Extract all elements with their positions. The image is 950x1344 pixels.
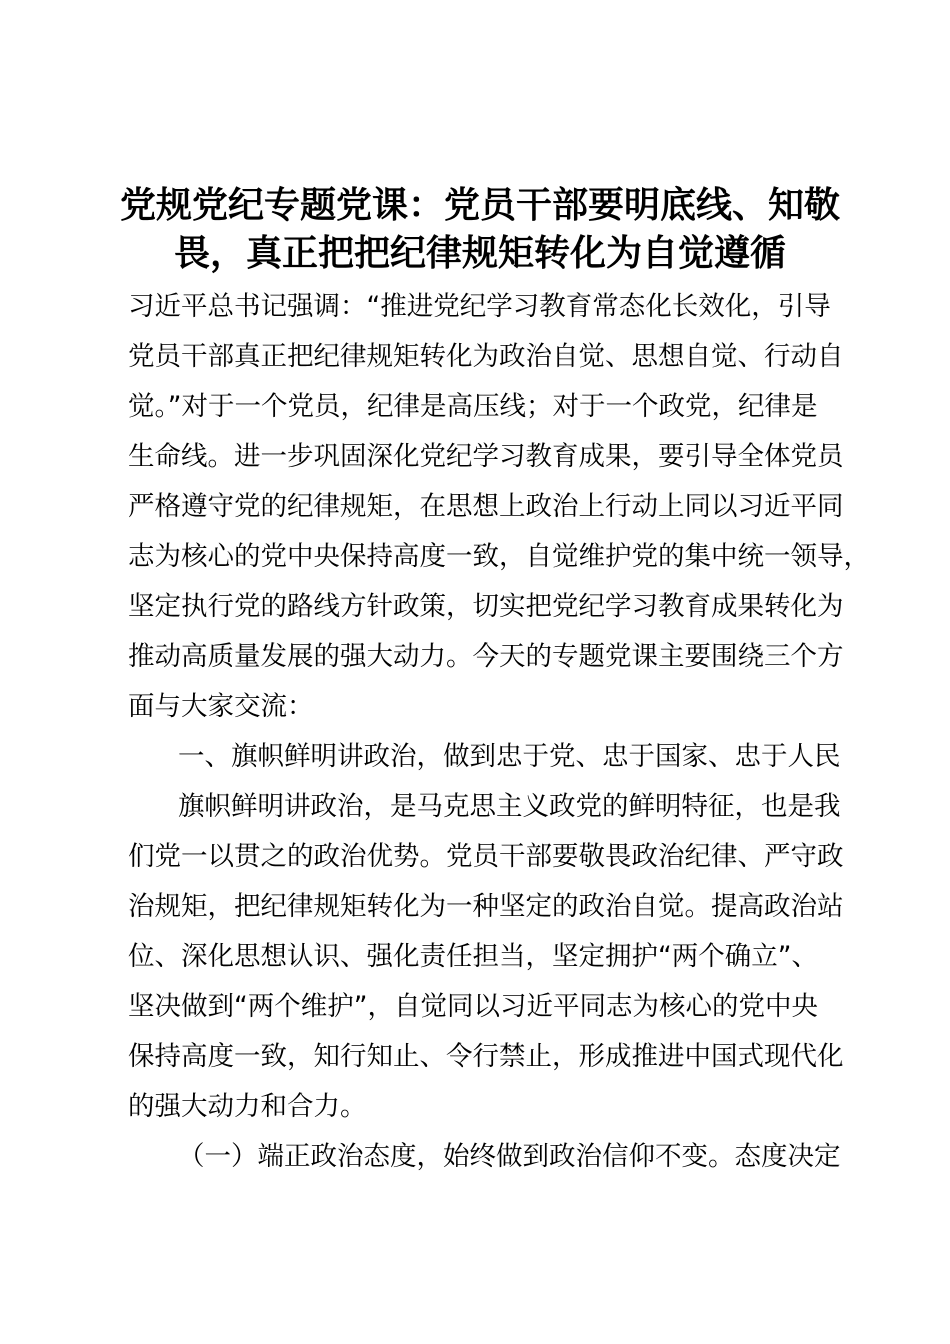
subheading-1: （一）端正政治态度，始终做到政治信仰不变。态度决定 — [178, 1141, 841, 1172]
title-line: 畏，真正把把纪律规矩转化为自觉遵循 — [173, 233, 786, 274]
intro-line: 志为核心的党中央保持高度一致，自觉维护党的集中统一领导， — [128, 541, 870, 572]
intro-line: 觉。”对于一个党员，纪律是高压线；对于一个政党，纪律是 — [128, 391, 818, 422]
section-1-line: 坚决做到“两个维护”，自觉同以习近平同志为核心的党中央 — [128, 991, 818, 1022]
section-1-line: 位、深化思想认识、强化责任担当，坚定拥护“两个确立”、 — [128, 941, 818, 972]
intro-line: 推动高质量发展的强大动力。今天的专题党课主要围绕三个方 — [128, 641, 844, 672]
section-1-line: 们党一以贯之的政治优势。党员干部要敬畏政治纪律、严守政 — [128, 841, 844, 872]
intro-line: 严格遵守党的纪律规矩，在思想上政治上行动上同以习近平同 — [128, 491, 844, 522]
section-1-line: 治规矩，把纪律规矩转化为一种坚定的政治自觉。提高政治站 — [128, 891, 844, 922]
intro-line: 坚定执行党的路线方针政策，切实把党纪学习教育成果转化为 — [128, 591, 844, 622]
document-title — [100, 182, 860, 278]
section-1-line: 的强大动力和合力。 — [128, 1091, 367, 1122]
title-line: 党规党纪专题党课：党员干部要明底线、知敬 — [119, 185, 840, 226]
intro-line: 生命线。进一步巩固深化党纪学习教育成果，要引导全体党员 — [128, 441, 844, 472]
intro-line: 习近平总书记强调：“推进党纪学习教育常态化长效化，引导 — [128, 291, 831, 322]
section-1-line: 保持高度一致，知行知止、令行禁止，形成推进中国式现代化 — [128, 1041, 844, 1072]
section-1-line: 旗帜鲜明讲政治，是马克思主义政党的鲜明特征，也是我 — [178, 791, 841, 822]
section-heading-1: 一、旗帜鲜明讲政治，做到忠于党、忠于国家、忠于人民 — [178, 741, 841, 772]
document-body — [128, 282, 868, 1182]
intro-line: 面与大家交流： — [128, 691, 314, 722]
intro-line: 党员干部真正把纪律规矩转化为政治自觉、思想自觉、行动自 — [128, 341, 844, 372]
